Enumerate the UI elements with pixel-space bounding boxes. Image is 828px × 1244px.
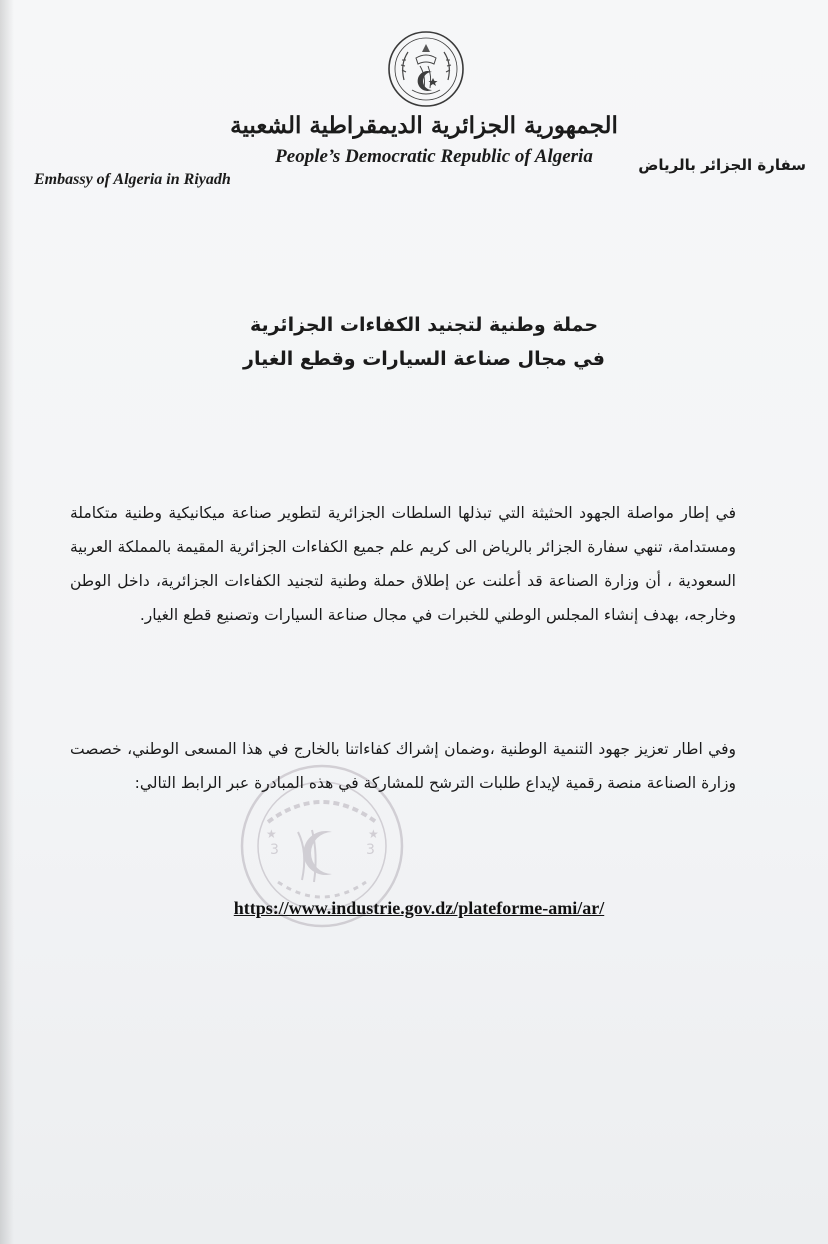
svg-text:★: ★ (368, 827, 379, 841)
body-paragraph-2: وفي اطار تعزيز جهود التنمية الوطنية ،وضمان إشراك كفاءاتنا بالخارج في هذا المسعى الوطني، خصصت وزارة الصناعة منصة رقمية لإيداع طلبات الترشح للمشاركة في هذه المبادرة عبر الرابط التالي: (70, 740, 736, 792)
stamp-number-left: 3 (270, 842, 279, 858)
algeria-state-emblem-icon (386, 28, 466, 110)
stamp-number-right: 3 (366, 842, 375, 858)
country-name-english: People’s Democratic Republic of Algeria (275, 146, 593, 167)
embassy-name-english: Embassy of Algeria in Riyadh (34, 171, 231, 188)
body-paragraph-1: في إطار مواصلة الجهود الحثيثة التي تبذلها السلطات الجزائرية لتطوير صناعة ميكانيكية وطنية متكاملة ومستدامة، تنهي سفارة الجزائر بالرياض الى كريم علم جميع الكفاءات الجزائرية المقيمة بالمملكة العربية السعودية ، أن وزارة الصناعة قد أعلنت عن إطلاق حملة وطنية لتجنيد الكفاءات الجزائرية، داخل الوطن وخارجه، بهدف إنشاء المجلس الوطني للخبرات في مجال صناعة السيارات وتصنيع قطع الغيار. (70, 504, 736, 624)
title-line-1: حملة وطنية لتجنيد الكفاءات الجزائرية (249, 314, 599, 336)
svg-text:★: ★ (266, 827, 277, 841)
application-platform-link[interactable]: https://www.industrie.gov.dz/plateforme-ami/ar/ (233, 898, 605, 918)
country-name-arabic: الجمهورية الجزائرية الديمقراطية الشعبية (230, 112, 618, 139)
embassy-name-arabic: سفارة الجزائر بالرياض (638, 156, 806, 174)
title-line-2: في مجال صناعة السيارات وقطع الغيار (243, 348, 605, 370)
document-title (0, 308, 828, 376)
